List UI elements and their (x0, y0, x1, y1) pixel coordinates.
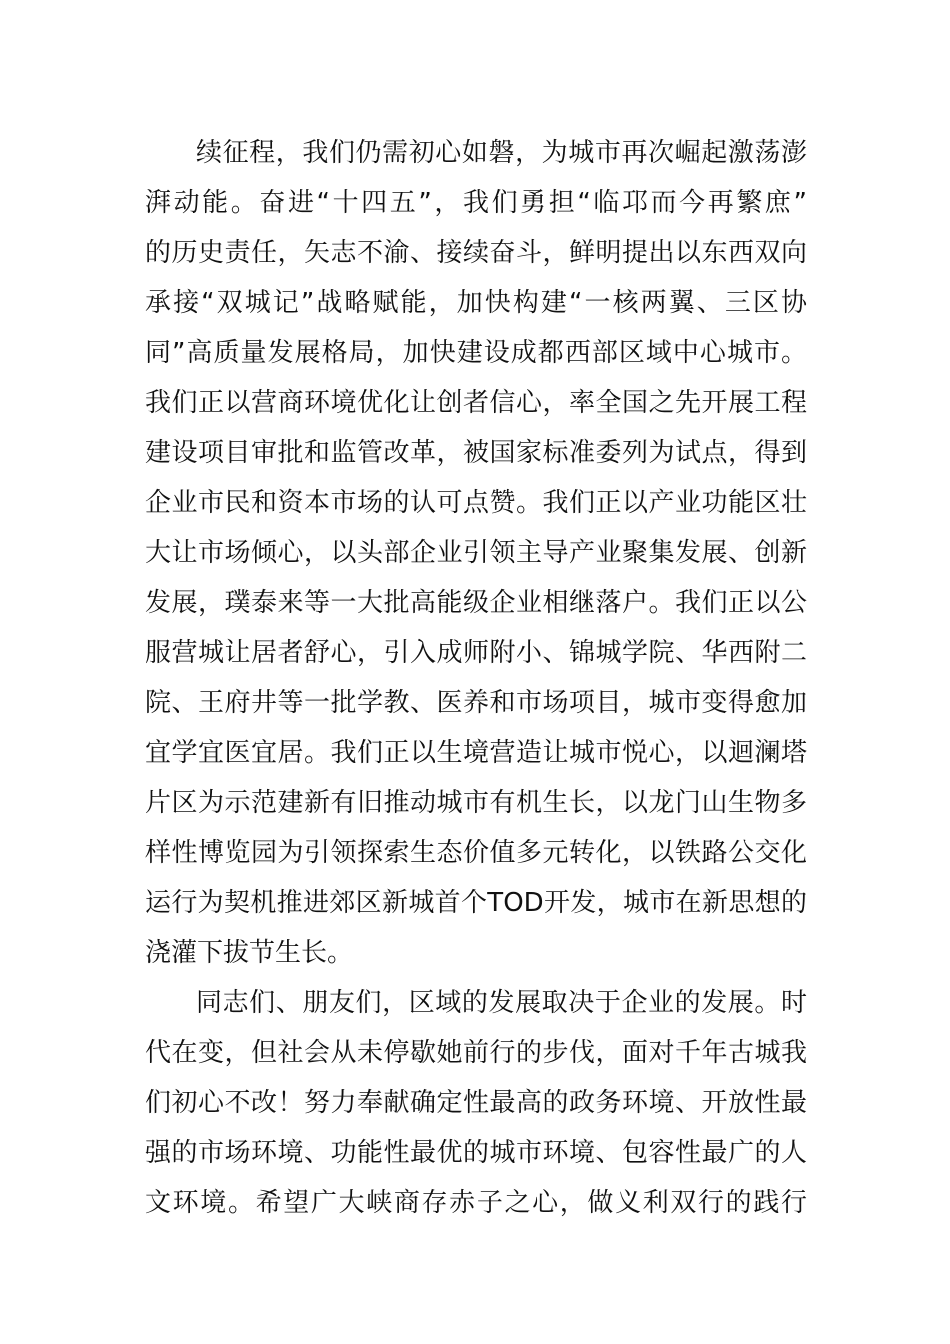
paragraph-1-line-14: 片区为示范建新有旧推动城市有机生长，以龙门山生物多 (145, 788, 807, 818)
paragraph-1-line-5: 同”高质量发展格局，加快建设成都西部区域中心城市。 (145, 338, 807, 368)
paragraph-1-line-11: 服营城让居者舒心，引入成师附小、锦城学院、华西附二 (145, 638, 807, 668)
paragraph-1-line-3: 的历史责任，矢志不渝、接续奋斗，鲜明提出以东西双向 (145, 238, 807, 268)
paragraph-1-line-15: 样性博览园为引领探索生态价值多元转化，以铁路公交化 (145, 838, 807, 868)
paragraph-2-line-1: 同志们、朋友们，区域的发展取决于企业的发展。时 (196, 988, 807, 1018)
paragraph-1-line-2: 湃动能。奋进“十四五”，我们勇担“临邛而今再繁庶” (145, 188, 807, 218)
paragraph-2-line-4: 强的市场环境、功能性最优的城市环境、包容性最广的人 (145, 1138, 807, 1168)
paragraph-1-line-12: 院、王府井等一批学教、医养和市场项目，城市变得愈加 (145, 688, 807, 718)
paragraph-1-line-4: 承接“双城记”战略赋能，加快构建“一核两翼、三区协 (145, 288, 807, 318)
paragraph-2-line-2: 代在变，但社会从未停歇她前行的步伐，面对千年古城我 (145, 1038, 807, 1068)
paragraph-1-line-8: 企业市民和资本市场的认可点赞。我们正以产业功能区壮 (145, 488, 807, 518)
paragraph-1-line-17: 浇灌下拔节生长。 (145, 938, 354, 968)
paragraph-1-line-1: 续征程，我们仍需初心如磐，为城市再次崛起激荡澎 (196, 138, 807, 168)
paragraph-1-line-7: 建设项目审批和监管改革，被国家标准委列为试点，得到 (145, 438, 807, 468)
paragraph-1-line-10: 发展，璞泰来等一大批高能级企业相继落户。我们正以公 (145, 588, 807, 618)
paragraph-1-line-6: 我们正以营商环境优化让创者信心，率全国之先开展工程 (145, 388, 807, 418)
paragraph-1-line-9: 大让市场倾心，以头部企业引领主导产业聚集发展、创新 (145, 538, 807, 568)
paragraph-2-line-5: 文环境。希望广大峡商存赤子之心，做义利双行的践行 (145, 1188, 807, 1218)
paragraph-1-line-13: 宜学宜医宜居。我们正以生境营造让城市悦心，以迴澜塔 (145, 738, 807, 768)
paragraph-2-line-3: 们初心不改！努力奉献确定性最高的政务环境、开放性最 (145, 1088, 807, 1118)
paragraph-1-line-16: 运行为契机推进郊区新城首个TOD开发，城市在新思想的 (145, 888, 807, 918)
